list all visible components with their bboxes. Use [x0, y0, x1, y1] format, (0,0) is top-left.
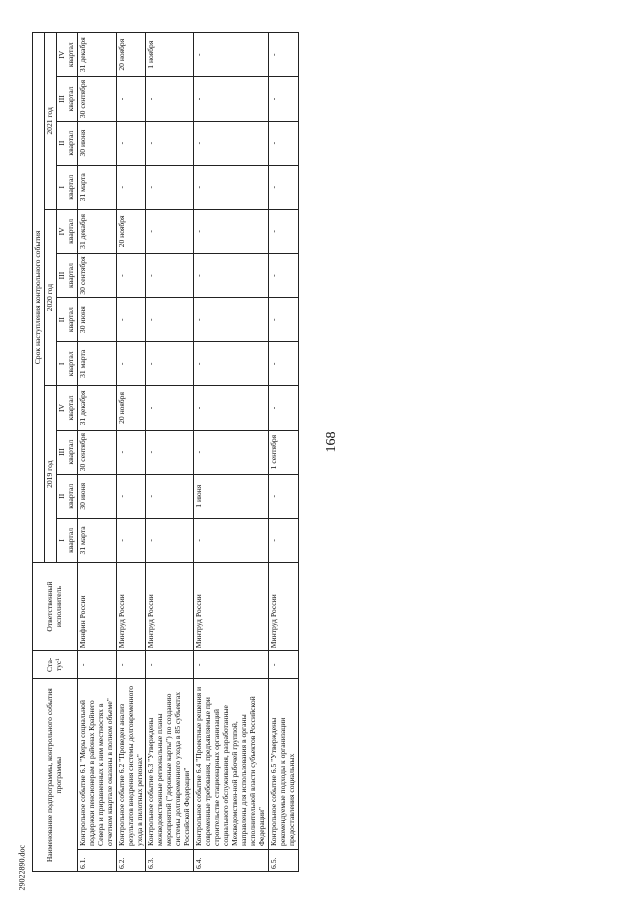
row-deadline-cell: - [268, 33, 298, 77]
row-deadline-cell: 1 июня [194, 474, 269, 518]
row-status: - [146, 651, 194, 679]
row-deadline-cell: - [194, 165, 269, 209]
row-number: 6.3. [146, 849, 194, 871]
quarter-word: квартал [65, 86, 75, 112]
quarter-word: квартал [65, 307, 75, 333]
quarter-word: квартал [65, 263, 75, 288]
row-name: Контрольное событие 6.5 "Утверждены рекомендуемые подходы к организации предоставления социальных [268, 679, 298, 850]
row-deadline-cell: 31 марта [77, 518, 116, 562]
row-deadline-cell: - [116, 298, 146, 342]
row-deadline-cell: - [146, 474, 194, 518]
row-deadline-cell: - [194, 518, 269, 562]
row-name: Контрольное событие 6.1 "Меры социальной поддержки пенсионерам в районах Крайнего Севера и приравненных к ним местностях в отчетном квартале оказаны в полном объеме" [77, 679, 116, 850]
row-deadline-cell: - [194, 430, 269, 474]
quarter-numeral: III [56, 95, 66, 103]
table-row [194, 33, 269, 872]
quarter-word: квартал [65, 130, 75, 156]
row-deadline-cell: - [268, 342, 298, 386]
row-deadline-cell: 20 ноября [116, 386, 146, 430]
quarter-numeral: IV [56, 227, 66, 236]
row-number: 6.4. [194, 849, 269, 871]
quarter-numeral: IV [56, 50, 66, 59]
header-quarter [56, 121, 77, 165]
header-quarter [56, 165, 77, 209]
row-deadline-cell: 20 ноября [116, 33, 146, 77]
row-deadline-cell: - [116, 474, 146, 518]
header-deadline: Срок наступления контрольного события [33, 33, 45, 563]
table-row [146, 33, 194, 872]
row-deadline-cell: - [268, 121, 298, 165]
row-number: 6.5. [268, 849, 298, 871]
header-quarter [56, 33, 77, 77]
row-deadline-cell: - [268, 518, 298, 562]
row-deadline-cell: - [194, 253, 269, 297]
quarter-numeral: II [56, 317, 66, 323]
quarter-numeral: I [56, 539, 66, 542]
row-name: Контрольное событие 6.4 "Проектные решения и современные требования, предъявляемые при строительстве стационарных организаций социального обслуживания, разработанные Межведомствен-ной рабочей группой, направлены для использования в органы исполнительной власти субъектов Российской Федерации" [194, 679, 269, 850]
row-deadline-cell: - [146, 298, 194, 342]
row-deadline-cell: - [194, 77, 269, 121]
row-deadline-cell: - [146, 342, 194, 386]
header-quarter [56, 518, 77, 562]
page-number: 168 [324, 431, 339, 453]
row-deadline-cell: 30 июня [77, 121, 116, 165]
quarter-numeral: IV [56, 403, 66, 412]
row-deadline-cell: - [116, 253, 146, 297]
quarter-numeral: I [56, 362, 66, 366]
row-deadline-cell: 31 марта [77, 342, 116, 386]
rotated-table-wrapper [32, 32, 592, 872]
row-deadline-cell: 30 сентября [77, 77, 116, 121]
row-number: 6.2. [116, 849, 146, 871]
control-events-table [32, 32, 299, 872]
row-status: - [116, 651, 146, 679]
header-year: 2019 год [44, 386, 56, 563]
row-deadline-cell: - [116, 165, 146, 209]
row-deadline-cell: 1 сентября [268, 430, 298, 474]
footer-filename: 29022890.doc [17, 844, 27, 891]
row-deadline-cell: - [194, 33, 269, 77]
row-deadline-cell: - [268, 253, 298, 297]
quarter-word: квартал [65, 483, 75, 509]
row-status: - [268, 651, 298, 679]
row-deadline-cell: - [116, 77, 146, 121]
row-deadline-cell: - [146, 518, 194, 562]
table-row [77, 33, 116, 872]
header-quarter [56, 298, 77, 342]
header-quarter [56, 430, 77, 474]
row-deadline-cell: - [194, 386, 269, 430]
header-year: 2021 год [44, 33, 56, 210]
quarter-word: квартал [65, 527, 75, 553]
quarter-word: квартал [65, 395, 75, 421]
header-quarter [56, 342, 77, 386]
row-deadline-cell: 20 ноября [116, 209, 146, 253]
row-deadline-cell: - [146, 253, 194, 297]
row-executor: Минтруд России [116, 562, 146, 650]
row-deadline-cell: - [146, 77, 194, 121]
row-executor: Минтруд России [194, 562, 269, 650]
row-status: - [77, 651, 116, 679]
row-deadline-cell: 31 марта [77, 165, 116, 209]
row-executor: Минтруд России [146, 562, 194, 650]
row-deadline-cell: - [194, 342, 269, 386]
row-deadline-cell: - [268, 298, 298, 342]
row-deadline-cell: 30 июня [77, 298, 116, 342]
row-number: 6.1. [77, 849, 116, 871]
row-deadline-cell: 30 сентября [77, 430, 116, 474]
header-quarter [56, 474, 77, 518]
row-deadline-cell: - [268, 386, 298, 430]
quarter-numeral: II [56, 493, 66, 499]
row-deadline-cell: - [146, 165, 194, 209]
row-deadline-cell: - [194, 209, 269, 253]
quarter-numeral: II [56, 140, 66, 146]
header-year: 2020 год [44, 209, 56, 386]
row-deadline-cell: 30 июня [77, 474, 116, 518]
row-deadline-cell: - [268, 209, 298, 253]
row-deadline-cell: 31 декабря [77, 209, 116, 253]
header-quarter [56, 253, 77, 297]
quarter-numeral: III [56, 448, 66, 456]
row-executor: Минфин России [77, 562, 116, 650]
row-deadline-cell: - [268, 165, 298, 209]
row-deadline-cell: 30 сентября [77, 253, 116, 297]
quarter-word: квартал [65, 439, 75, 465]
row-deadline-cell: - [116, 342, 146, 386]
quarter-word: квартал [65, 174, 75, 200]
row-deadline-cell: - [194, 121, 269, 165]
header-name: Наименование подпрограммы, контрольного события программы [33, 679, 78, 872]
header-quarter [56, 77, 77, 121]
row-name: Контрольное событие 6.2 "Проведен анализ результатов внедрения системы долговременного ухода в пилотных регионах" [116, 679, 146, 850]
row-deadline-cell: 31 декабря [77, 33, 116, 77]
quarter-numeral: III [56, 271, 66, 280]
quarter-word: квартал [65, 42, 75, 68]
header-executor: Ответственный исполнитель [33, 562, 78, 650]
row-deadline-cell: - [146, 386, 194, 430]
row-deadline-cell: 1 ноября [146, 33, 194, 77]
row-deadline-cell: - [116, 430, 146, 474]
row-deadline-cell: - [146, 430, 194, 474]
header-quarter [56, 386, 77, 430]
row-deadline-cell: 31 декабря [77, 386, 116, 430]
quarter-numeral: I [56, 186, 66, 189]
row-deadline-cell: - [116, 121, 146, 165]
row-status: - [194, 651, 269, 679]
row-deadline-cell: - [146, 121, 194, 165]
row-deadline-cell: - [268, 77, 298, 121]
row-executor: Минтруд России [268, 562, 298, 650]
row-name: Контрольное событие 6.3 "Утверждены межведомственные региональные планы мероприятий ("дорожные карты") по созданию системы долговременного ухода в 85 субъектах Российской Федерации" [146, 679, 194, 850]
row-deadline-cell: - [194, 298, 269, 342]
header-quarter [56, 209, 77, 253]
table-row [268, 33, 298, 872]
quarter-word: квартал [65, 351, 75, 377]
row-deadline-cell: - [268, 474, 298, 518]
row-deadline-cell: - [116, 518, 146, 562]
row-deadline-cell: - [146, 209, 194, 253]
table-row [116, 33, 146, 872]
header-status: Ста-тус¹ [33, 651, 78, 679]
quarter-word: квартал [65, 218, 75, 244]
